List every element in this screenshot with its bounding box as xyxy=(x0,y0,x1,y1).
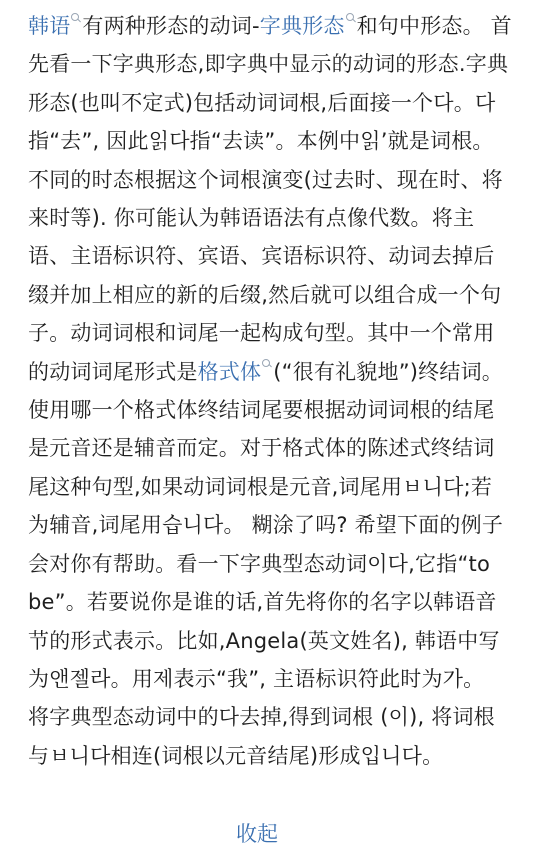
article-paragraph xyxy=(28,7,512,775)
search-icon[interactable] xyxy=(346,13,354,21)
link-formal-style[interactable]: 格式体 xyxy=(197,359,262,384)
article-text-3: (“很有礼貌地”)终结词。使用哪一个格式体终结词尾要根据动词词根的结尾是元音还是辅音而定。对于格式体的陈述式终结词尾这种句型,如果动词词根是元音,词尾用ㅂ니다;若为辅音,词尾用습니다。 糊涂了吗? 希望下面的例子会对你有帮助。看一下字典型态动词이다,它指“to be”。若要说你是谁的话,首先将你的名字以韩语音节的形式表示。比如,Angela(英文姓名), 韩语中写为앤젤라。用제表示“我”, 主语标识符此时为가。 将字典型态动词中的다去掉,得到词根 (이), 将词根与ㅂ니다相连(词根以元音结尾)形成입니다。 xyxy=(28,359,504,768)
search-icon[interactable] xyxy=(71,13,79,21)
article-body xyxy=(28,7,512,775)
article-text-2: 和句中形态。 首先看一下字典形态,即字典中显示的动词的形态.字典形态(也叫不定式)包括动词词根,后面接一个다。다指“去”, 因此읽다指“去读”。本例中읽’就是词根。不同的时态根据这个词根演变(过去时、现在时、将来时等). 你可能认为韩语语法有点像代数。将主语、主语标识符、宾语、宾语标识符、动词去掉后缀并加上相应的新的后缀,然后就可以组合成一个句子。动词词根和词尾一起构成句型。其中一个常用的动词词尾形式是 xyxy=(28,14,512,384)
link-korean[interactable]: 韩语 xyxy=(28,14,71,38)
search-icon[interactable] xyxy=(262,359,270,367)
article-text-1: 有两种形态的动词- xyxy=(82,14,260,38)
collapse-link[interactable]: 收起 xyxy=(236,822,278,846)
link-dictionary-form[interactable]: 字典形态 xyxy=(259,14,345,38)
